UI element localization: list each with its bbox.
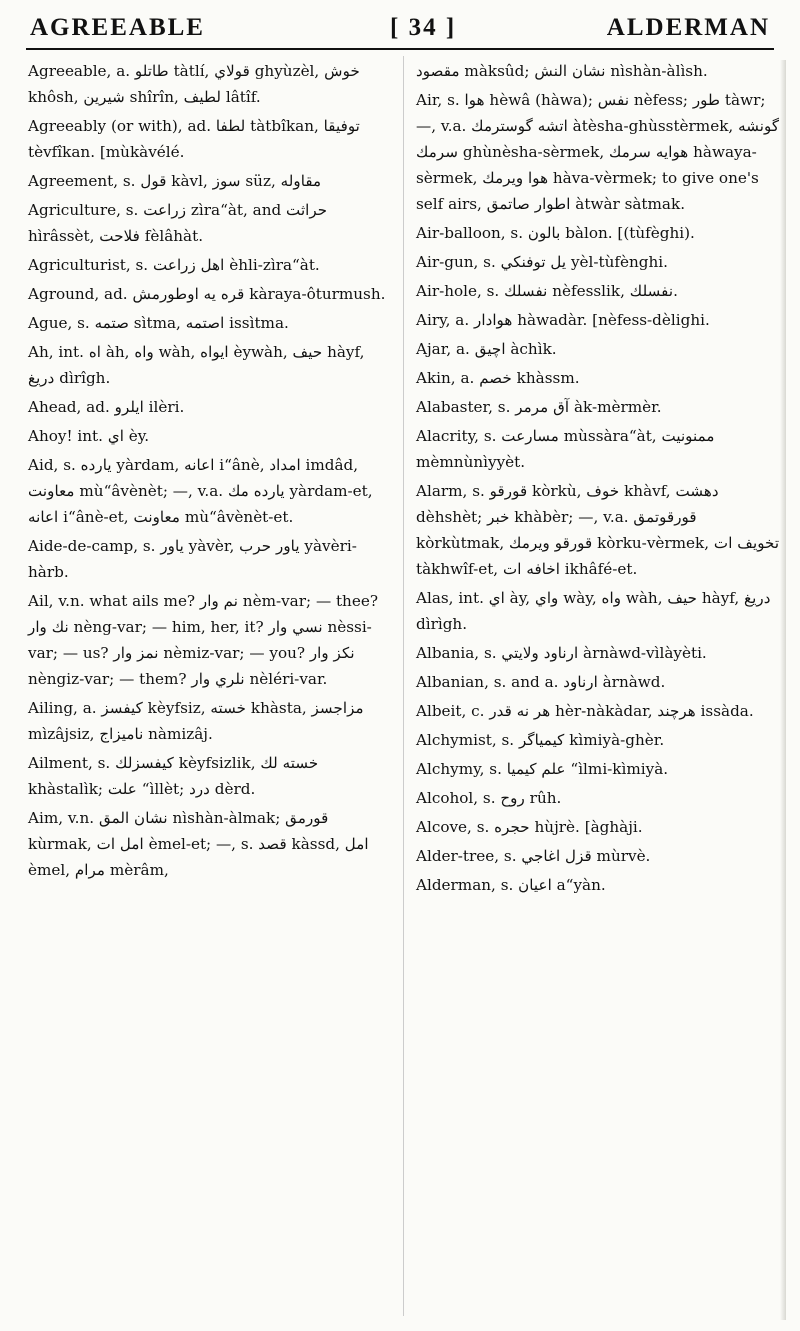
entry-air-balloon: Air-balloon, s. بالون bàlon. [(tùfèghi). [416,224,695,242]
entry-ague: Ague, s. صتمه sìtma, اصتمه issìtma. [28,314,289,332]
entry-air-hole: Air-hole, s. نفسلك nèfesslik, نفسلك. [416,282,678,300]
entry-agriculturist: Agriculturist, s. اهل زراعت èhli-zìra“àt. [28,256,320,274]
entry-ailment: Ailment, s. كيفسزلك kèyfsizlik, خسته لك khàstalìk; علت “ìllèt; درد dèrd. [28,754,319,798]
entry-alacrity: Alacrity, s. مسارعت mùssàra“àt, ممنونيت mèmnùnìyyèt. [416,427,715,471]
entry-alder-tree: Alder-tree, s. قزل اغاجي mùrvè. [416,847,651,865]
entry-ahead: Ahead, ad. ايلرو ilèri. [28,398,185,416]
entry-alderman: Alderman, s. اعيان a“yàn. [416,876,606,894]
entry-akin: Akin, a. خصم khàssm. [416,369,580,387]
header-last-word: ALDERMAN [606,14,770,41]
entry-agreeable: Agreeable, a. طاتلو tàtlí, قولاي ghyùzèl, خوش khôsh, شيرين shîrîn, لطيف lâtîf. [28,62,360,106]
entry-albania: Albania, s. ارناود ولايتي àrnàwd-vìlàyèti. [416,644,707,662]
entry-aground: Aground, ad. قره يه اوطورمش kàraya-ôturmush. [28,285,386,303]
entry-aid: Aid, s. يارده yàrdam, اعانه i“ânè, امداد imdâd, معاونت mù“âvènèt; —, v.a. يارده مك yàrdam-et, اعانه i“ânè-et, معاونت mù“âvènèt-et. [28,456,373,526]
entry-agreement: Agreement, s. قول kàvl, سوز süz, مقاوله [28,172,322,190]
entry-airy: Airy, a. هوادار hàwadàr. [nèfess-dèlighi. [416,311,710,329]
column-divider [403,56,404,1316]
entry-air-gun: Air-gun, s. يل توفنكي yèl-tùfènghi. [416,253,668,271]
entry-alchymy: Alchymy, s. علم كيميا “ìlmi-kìmiyà. [416,760,669,778]
entry-ajar: Ajar, a. اچيق àchìk. [416,340,557,358]
left-column [28,58,394,886]
entry-agriculture: Agriculture, s. زراعت zìra“àt, and حراثت hìrâssèt, فلاحت fèlâhàt. [28,201,328,245]
entry-ail: Ail, v.n. what ails me? نم وار nèm-var; — thee? نك وار nèng-var; — him, her, it? نسي وار nèssi-var; — us? نمز وار nèmiz-var; — you? نكز وار nèngiz-var; — them? نلري وار nèléri-var. [28,592,378,688]
entry-alas: Alas, int. اي ày, واي wày, واه wàh, حيف hàyf, دريغ dìrìgh. [416,589,771,633]
entry-ah: Ah, int. اه àh, واه wàh, ايواه èywàh, حيف hàyf, دريغ dìrîgh. [28,343,365,387]
entry-alarm: Alarm, s. قورقو kòrkù, خوف khàvf, دهشت dèhshèt; خبر khàbèr; —, v.a. قورقوتمق kòrkùtmak, قورقو ويرمك kòrku-vèrmek, تخويف ات tàkhwîf-et, اخافه ات ikhâfé-et. [416,482,780,578]
header-rule [26,48,774,50]
entry-alchymist: Alchymist, s. كيمياگر kìmiyà-ghèr. [416,731,665,749]
entry-alabaster: Alabaster, s. آق مرمر àk-mèrmèr. [416,398,662,416]
entry-albanian: Albanian, s. and a. ارناود àrnàwd. [416,673,666,691]
entry-ahoy: Ahoy! int. اي èy. [28,427,150,445]
entry-albeit: Albeit, c. هر نه قدر hèr-nàkàdar, هرچند issàda. [416,702,754,720]
page-header [30,14,770,50]
entry-aim: Aim, v.n. نشان المق nìshàn-àlmak; قورمق kùrmak, امل ات èmel-et; —, s. قصد kàssd, امل èmel, مرام mèrâm, [28,809,369,879]
entry-alcohol: Alcohol, s. روح rûh. [416,789,562,807]
entry-ailing: Ailing, a. كيفسز kèyfsiz, خسته khàsta, مزاجسز mìzâjsiz, ناميزاج nàmizâj. [28,699,364,743]
entry-alcove: Alcove, s. حجره hùjrè. [àghàji. [416,818,643,836]
entry-aide-de-camp: Aide-de-camp, s. ياور yàvèr, ياور حرب yàvèri-hàrb. [28,537,357,581]
page-edge-shadow [780,60,786,1320]
right-column [416,58,782,901]
entry-agreeably: Agreeably (or with), ad. لطفا tàtbîkan, توفيقا tèvfîkan. [mùkàvélé. [28,117,360,161]
header-first-word: AGREEABLE [30,14,205,41]
entry-air: Air, s. هوا hèwâ (hàwa); نفس nèfess; طور tàwr; —, v.a. اتشه گوسترمك àtèsha-ghùsstèrmek, گونشه سرمك ghùnèsha-sèrmek, هوايه سرمك hàwaya-sèrmek, هوا ويرمك hàva-vèrmek; to give one's self airs, اطوار صاتمق àtwàr sàtmak. [416,91,780,213]
entry-aim-continued: مقصود màksûd; نشان النش nìshàn-àlìsh. [416,62,708,80]
page-number: [ 34 ] [390,14,457,41]
